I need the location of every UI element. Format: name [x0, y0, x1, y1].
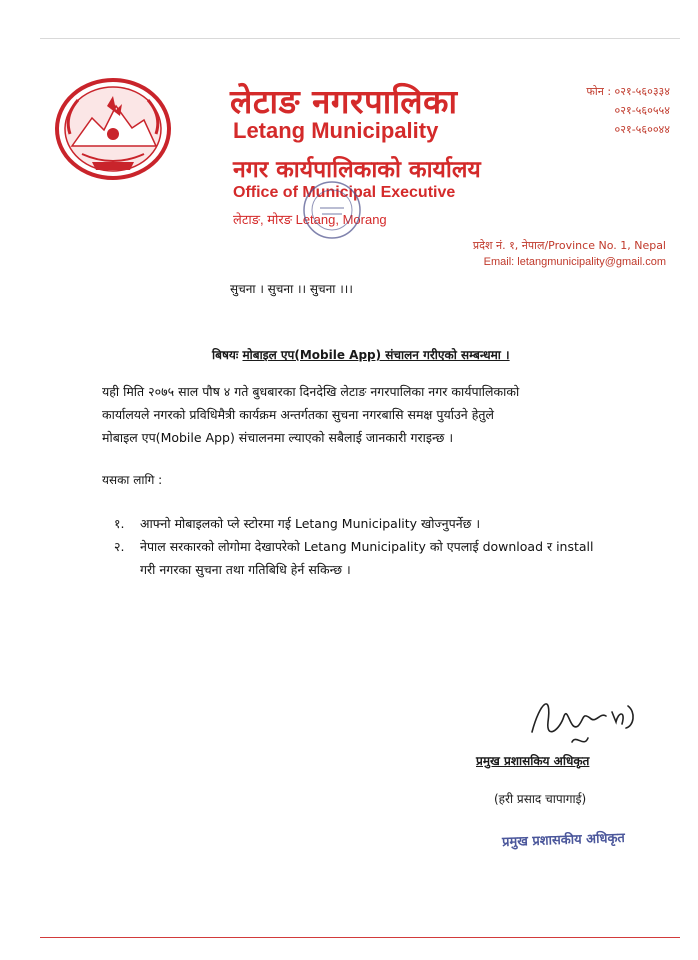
- list-item: [114, 512, 654, 535]
- phone-number: ०२१-५६०५५४: [614, 104, 670, 117]
- subject-line: [212, 346, 510, 363]
- email-address: Email: letangmunicipality@gmail.com: [483, 256, 666, 268]
- subject-text: मोबाइल एप(Mobile App) संचालन गरीएको सम्बन्धमा ।: [242, 348, 510, 362]
- office-name-nepali: नगर कार्यपालिकाको कार्यालय: [233, 157, 481, 183]
- nepal-emblem-icon: [52, 76, 174, 182]
- list-item: [114, 535, 654, 558]
- body-line: कार्यालयले नगरको प्रविधिमैत्री कार्यक्रम अन्तर्गतका सुचना नगरबासि समक्ष पुर्याउने हेतुले: [102, 407, 494, 422]
- list-number: २.: [114, 539, 125, 554]
- body-line: मोबाइल एप(Mobile App) संचालनमा ल्याएको सबैलाई जानकारी गराइन्छ ।: [102, 430, 454, 445]
- signatory-stamp: प्रमुख प्रशासकीय अधिकृत: [501, 830, 626, 851]
- list-text: आफ्नो मोबाइलको प्ले स्टोरमा गई Letang Municipality खोज्नुपर्नेछ ।: [140, 516, 481, 531]
- handwritten-signature-icon: [512, 682, 652, 762]
- signatory-name: (हरी प्रसाद चापागाई): [494, 792, 587, 806]
- phone-number: ०२१-५६००४४: [614, 123, 670, 136]
- body-line: यही मिति २०७५ साल पौष ४ गते बुधबारका दिनदेखि लेटाङ नगरपालिका नगर कार्यपालिकाको: [102, 384, 520, 399]
- bottom-divider: [40, 937, 680, 938]
- phone-number: ०२१-५६०३३४: [614, 85, 670, 98]
- notice-heading: सुचना । सुचना ।। सुचना ।।।: [230, 282, 353, 296]
- list-text: नेपाल सरकारको लोगोमा देखापरेको Letang Municipality को एपलाई download र install: [140, 539, 594, 554]
- phone-block: [555, 82, 670, 139]
- municipality-name-english: Letang Municipality: [233, 118, 439, 143]
- municipality-name-nepali: लेटाङ नगरपालिका: [230, 82, 458, 121]
- office-address: लेटाङ, मोरङ Letang, Morang: [233, 212, 387, 227]
- body-paragraph: [102, 380, 642, 449]
- signatory-title: प्रमुख प्रशासकिय अधिकृत: [476, 754, 590, 768]
- province-address: प्रदेश नं. १, नेपाल/Province No. 1, Nepal: [472, 239, 666, 252]
- list-text-continuation: गरी नगरका सुचना तथा गतिबिधि हेर्न सकिन्छ ।: [140, 562, 351, 577]
- phone-label: फोन :: [586, 85, 612, 98]
- subject-label: बिषयः: [212, 348, 239, 362]
- top-divider: [40, 38, 680, 39]
- instruction-list: [114, 512, 654, 581]
- office-name-english: Office of Municipal Executive: [233, 184, 456, 201]
- office-stamp-icon: [300, 178, 364, 242]
- list-number: १.: [114, 516, 125, 531]
- for-label: यसका लागि :: [102, 473, 163, 487]
